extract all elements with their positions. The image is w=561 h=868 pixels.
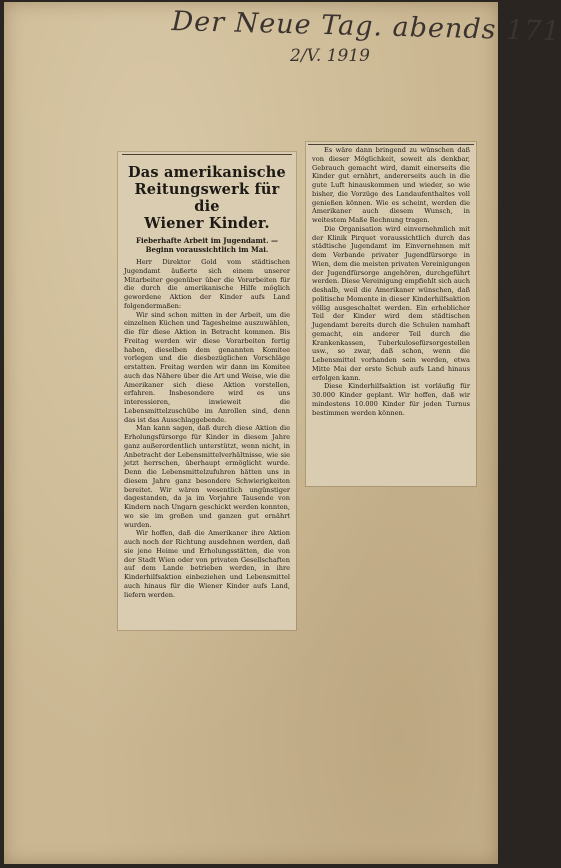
archive-sheet <box>4 2 561 864</box>
headline-line-3: Wiener Kinder. <box>144 215 270 232</box>
headline-line-2: Reitungswerk für die <box>134 181 280 215</box>
newspaper-clipping-right <box>306 142 476 486</box>
newspaper-clipping-left <box>118 152 296 630</box>
paragraph: Es wäre dann bringend zu wünschen daß von dieser Möglichkeit, soweit als denkbar, Gebrauch gemacht wird, damit einerseits die Kinder gut ernährt, andererseits auch in die gute Luft hinauskommen und wieder, so wie bisher, die Vorzüge des Landaufenthaltes voll genießen können. Wie es scheint, werden die Amerikaner auch diesem Wunsch, in weitestem Maße Rechnung tragen. <box>312 146 470 224</box>
article-headline <box>124 164 290 232</box>
headline-line-1: Das amerikanische <box>128 164 286 181</box>
article-subhead: Fieberhafte Arbeit im Jugendamt. — Beginn voraussichtlich im Mai. <box>136 236 278 254</box>
paragraph: Wir sind schon mitten in der Arbeit, um die einzelnen Küchen und Tagesheime auszuwählen, die für diese Aktion in Betracht kommen. Bis Freitag werden wir diese Vorarbeiten fertig haben, dieselben dem genannten Komitee vorlegen und die diesbezüglichen Vorschläge erstatten. Freitag werden wir dann im Komitee auch das Nähere über die Art und Weise, wie die Amerikaner sich diese Aktion vorstellen, erfahren. Insbesondere wird es uns interessieren, inwieweit die Lebensmittelzuschübe im Anrollen sind, denn das ist das Ausschlaggebende. <box>124 310 290 424</box>
handwritten-date: 2/V. 1919 <box>290 46 370 66</box>
handwritten-source-note: Der Neue Tag. abends 171 <box>171 6 561 48</box>
paragraph: Die Organisation wird einvernehmlich mit der Klinik Pirquet voraussichtlich durch das städtische Jugendamt im Einvernehmen mit dem Verbande privater Jugendfürsorge in Wien, dem die meisten privaten Vereinigungen der Jugendfürsorge angehören, durchgeführt werden. Diese Vereinigung empfiehlt sich auch deshalb, weil die Amerikaner wünschen, daß politische Momente in dieser Kinderhilfsaktion völlig ausgeschaltet werden. Ein erheblicher Teil der Kinder wird dem städtischen Jugendamt bereits durch die Schulen namhaft gemacht, ein anderer Teil durch die Krankenkassen, Tuberkulosefürsorgestellen usw., so zwar, daß schon, wenn die Lebensmittel vorhanden sein werden, etwa Mitte Mai der erste Schub aufs Land hinaus erfolgen kann. <box>312 224 470 382</box>
article-body-left <box>124 258 290 599</box>
article-body-right <box>312 146 470 417</box>
paragraph: Wir hoffen, daß die Amerikaner ihre Aktion auch noch der Richtung ausdehnen werden, daß sie jene Heime und Erholungsstätten, die von der Stadt Wien oder von privaten Gesellschaften auf dem Lande betrieben werden, in ihre Kinderhilfsaktion einbeziehen und Lebensmittel auch hinaus für die Wiener Kinder aufs Land, liefern werden. <box>124 529 290 599</box>
paragraph: Herr Direktor Gold vom städtischen Jugendamt äußerte sich einem unserer Mitarbeiter gegenüber über die Vorarbeiten für die durch die amerikanische Hilfe möglich gewordene Aktion der Kinder aufs Land folgendermaßen: <box>124 258 290 310</box>
paragraph: Diese Kinderhilfsaktion ist vorläufig für 30.000 Kinder geplant. Wir hoffen, daß wir mindestens 10.000 Kinder für jeden Turnus bestimmen werden können. <box>312 382 470 417</box>
paragraph: Man kann sagen, daß durch diese Aktion die Erholungsfürsorge für Kinder in diesem Jahre ganz außerordentlich unterstützt, wenn nicht, in Anbetracht der Lebensmittelverhältnisse, wie sie jetzt herrschen, überhaupt ermöglicht wurde. Denn die Lebensmittelzufuhren hätten uns in diesem Jahre ganz besondere Schwierigkeiten bereitet. Wir wären wesentlich ungünstiger dagestanden, da ja im Vorjahre Tausende von Kindern nach Ungarn geschickt werden konnten, wo sie im großen und ganzen gut ernährt wurden. <box>124 424 290 529</box>
